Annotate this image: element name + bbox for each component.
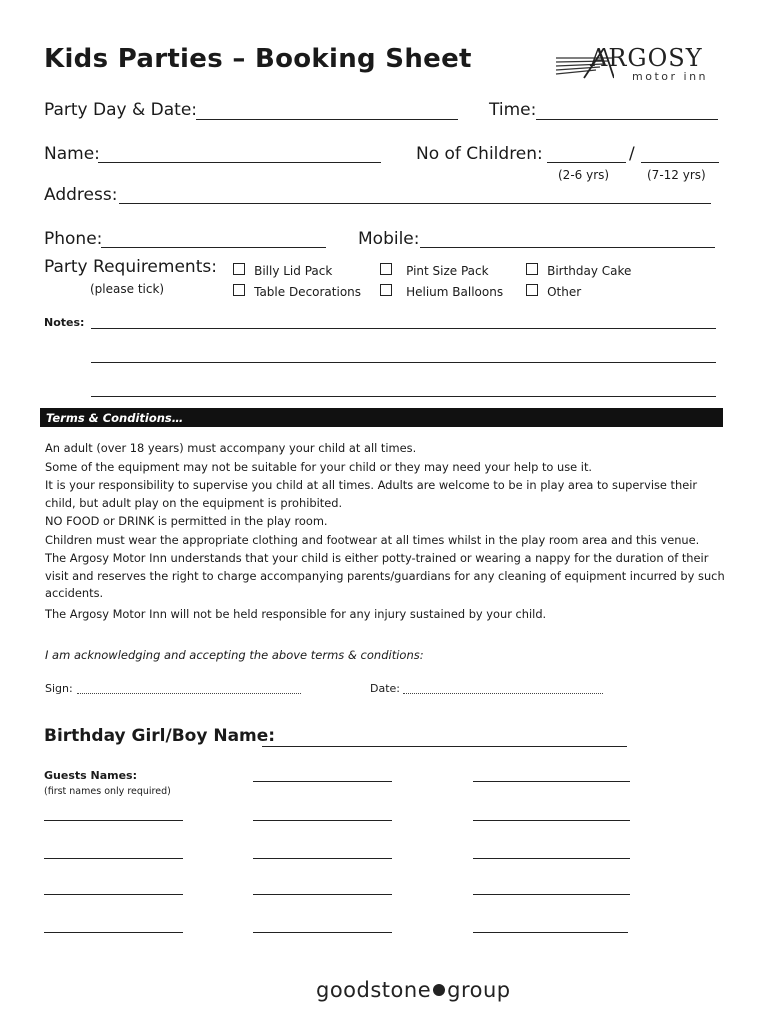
notes-line-2[interactable] [91, 362, 716, 363]
checkbox-icon[interactable] [526, 284, 538, 296]
terms-heading: Terms & Conditions… [46, 411, 184, 425]
guest-line[interactable] [253, 781, 392, 782]
party-day-date-field[interactable] [196, 119, 458, 120]
phone-label: Phone: [44, 229, 103, 249]
children-7-12-field[interactable] [641, 162, 719, 163]
terms-list [45, 440, 725, 624]
guest-line[interactable] [473, 858, 630, 859]
option-other[interactable] [526, 281, 581, 300]
terms-item: The Argosy Motor Inn will not be held responsible for any injury sustained by your child. [45, 606, 547, 621]
guest-line[interactable] [473, 932, 628, 933]
logo-subtitle: motor inn [632, 70, 709, 83]
guest-line[interactable] [44, 820, 183, 821]
checkbox-icon[interactable] [380, 263, 392, 275]
birthday-name-field[interactable] [262, 746, 627, 747]
terms-item: NO FOOD or DRINK is permitted in the play room. [45, 514, 328, 528]
terms-item: The Argosy Motor Inn understands that your child is either potty-trained or wearing a nappy for the duration of their visit and reserves the right to charge accompanying parents/guardians for any cleaning of equipment incurred by such accidents. [45, 551, 725, 600]
guests-names-label: Guests Names: [44, 769, 138, 782]
logo-word: ARGOSY [590, 44, 703, 72]
terms-heading-bar [40, 408, 723, 427]
party-requirements-label: Party Requirements: [44, 257, 217, 277]
terms-item: It is your responsibility to supervise you child at all times. Adults are welcome to be in play area to supervise their child, but adult play on the equipment is prohibited. [45, 478, 698, 510]
option-helium-balloons[interactable] [380, 281, 503, 300]
address-field[interactable] [119, 203, 711, 204]
guest-line[interactable] [253, 932, 392, 933]
footer-brand-right: group [447, 978, 511, 1002]
children-slash: / [629, 144, 635, 164]
option-label: Helium Balloons [406, 285, 504, 299]
guest-line[interactable] [473, 781, 630, 782]
address-label: Address: [44, 185, 118, 205]
terms-item: An adult (over 18 years) must accompany your child at all times. [45, 441, 417, 455]
guest-line[interactable] [473, 820, 630, 821]
name-field[interactable] [98, 162, 381, 163]
option-label: Other [547, 285, 582, 299]
notes-line-1[interactable] [91, 328, 716, 329]
option-pint-size-pack[interactable] [380, 260, 489, 279]
time-field[interactable] [536, 119, 718, 120]
sign-field[interactable] [77, 693, 301, 694]
guest-line[interactable] [44, 932, 183, 933]
terms-item: Children must wear the appropriate clothing and footwear at all times whilst in the play room area and this venue. [45, 532, 700, 547]
acknowledge-text: I am acknowledging and accepting the above terms & conditions: [45, 648, 424, 662]
terms-item: Some of the equipment may not be suitable for your child or they may need your help to use it. [45, 459, 593, 474]
birthday-name-label: Birthday Girl/Boy Name: [44, 726, 276, 746]
sign-label: Sign: [45, 682, 73, 695]
option-label: Pint Size Pack [406, 264, 489, 278]
guest-line[interactable] [44, 894, 183, 895]
option-birthday-cake[interactable] [526, 260, 631, 279]
party-day-date-label: Party Day & Date: [44, 100, 198, 120]
checkbox-icon[interactable] [380, 284, 392, 296]
no-of-children-label: No of Children: [416, 144, 543, 164]
footer-brand-left: goodstone [316, 978, 432, 1002]
guest-line[interactable] [253, 820, 392, 821]
please-tick-hint: (please tick) [90, 282, 165, 296]
age-group-7-12-label: (7-12 yrs) [647, 168, 706, 182]
date-field[interactable] [403, 693, 603, 694]
name-label: Name: [44, 144, 100, 164]
option-label: Table Decorations [254, 285, 362, 299]
notes-label: Notes: [44, 316, 85, 329]
argosy-logo [554, 40, 724, 86]
checkbox-icon[interactable] [233, 263, 245, 275]
children-2-6-field[interactable] [547, 162, 626, 163]
age-group-2-6-label: (2-6 yrs) [558, 168, 610, 182]
guest-line[interactable] [473, 894, 630, 895]
phone-field[interactable] [101, 247, 326, 248]
guest-line[interactable] [44, 858, 183, 859]
time-label: Time: [489, 100, 537, 120]
option-table-decorations[interactable] [233, 281, 361, 300]
guest-line[interactable] [253, 894, 392, 895]
page-title: Kids Parties – Booking Sheet [44, 44, 472, 74]
checkbox-icon[interactable] [233, 284, 245, 296]
date-label: Date: [370, 682, 400, 695]
option-billy-lid-pack[interactable] [233, 260, 332, 279]
option-label: Birthday Cake [547, 264, 632, 278]
mobile-label: Mobile: [358, 229, 420, 249]
notes-line-3[interactable] [91, 396, 716, 397]
checkbox-icon[interactable] [526, 263, 538, 275]
guest-line[interactable] [253, 858, 392, 859]
goodstone-group-logo [316, 978, 511, 1002]
footer-dot-icon [433, 984, 445, 996]
guests-names-hint: (first names only required) [44, 786, 171, 797]
option-label: Billy Lid Pack [254, 264, 333, 278]
mobile-field[interactable] [420, 247, 715, 248]
